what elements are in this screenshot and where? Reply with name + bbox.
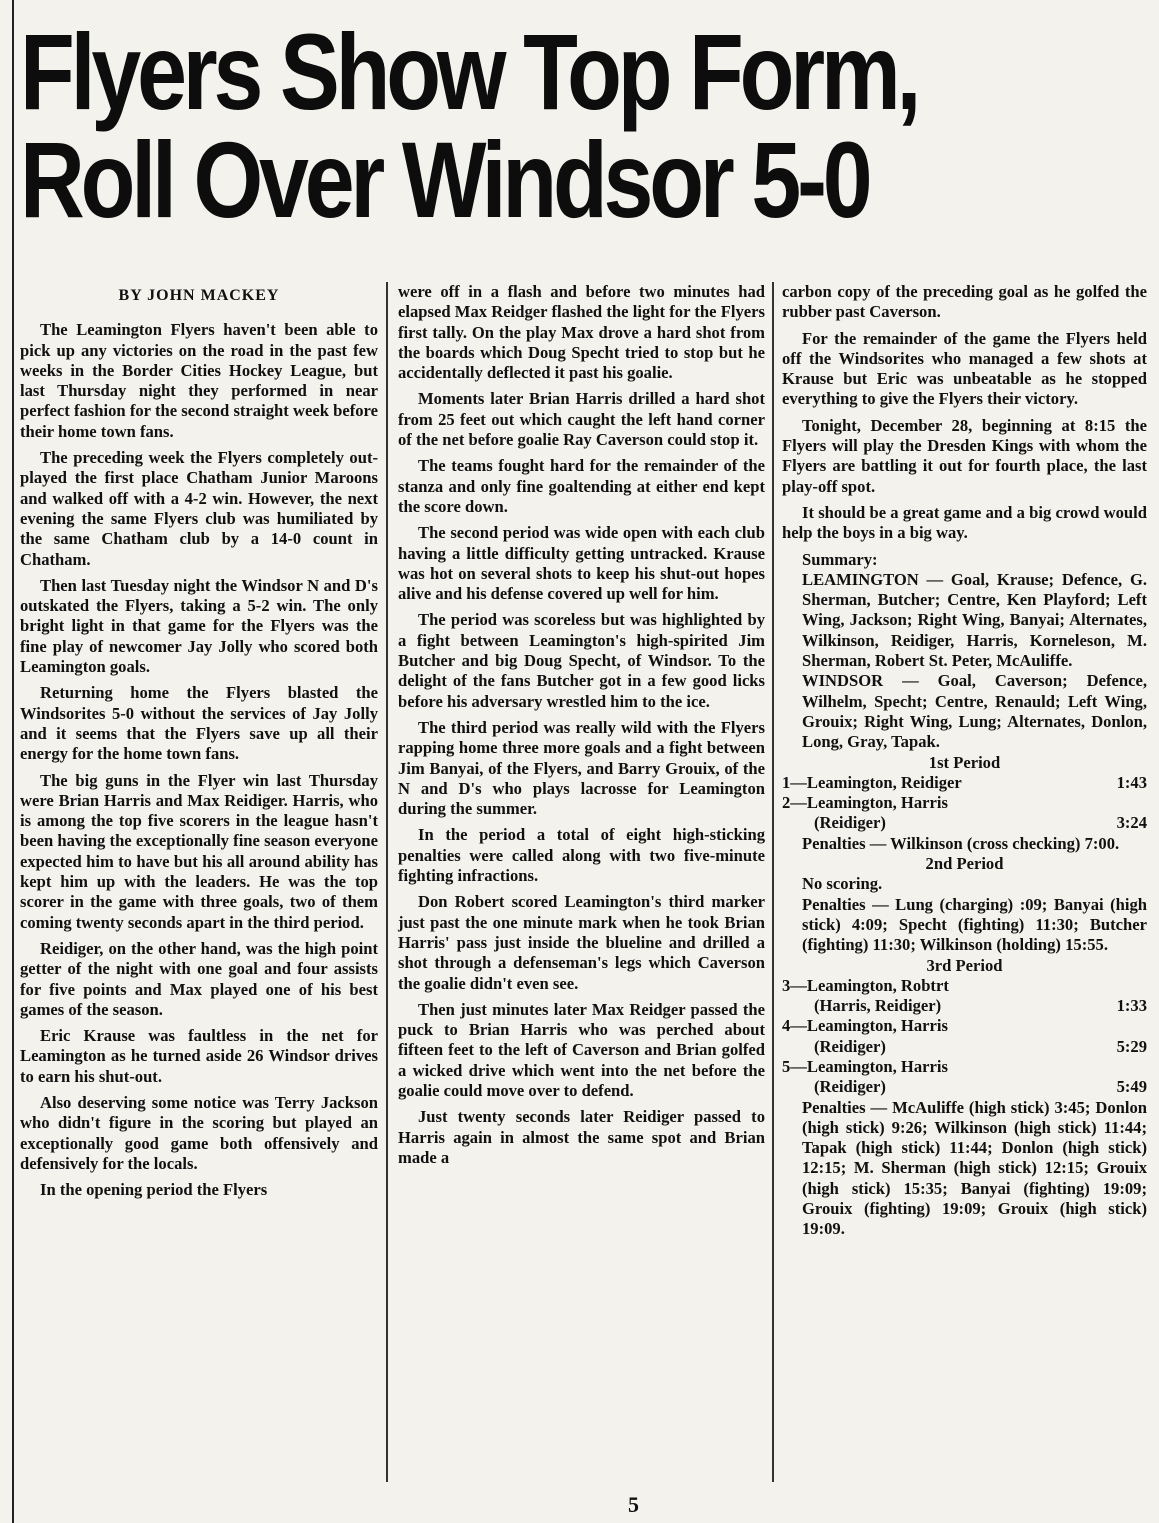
- goal-assist: (Harris, Reidiger): [814, 996, 942, 1016]
- paragraph: In the period a total of eight high-sticking penalties were called along with two five-minute fighting infractions.: [398, 825, 765, 886]
- goal-line: [782, 996, 1147, 1016]
- paragraph: Don Robert scored Leamington's third marker just past the one minute mark when he took Brian Harris' pass just inside the blueline and drilled a shot through a defenseman's legs which Caverson the goalie didn't even see.: [398, 892, 765, 993]
- paragraph: The big guns in the Flyer win last Thursday were Brian Harris and Max Reidiger. Harris, who is among the top five scorers in the league hasn't been having the exceptionally fine season everyone expected him to have but his all around ability has kept him up with the leaders. He was the top scorer in the game with three goals, two of them coming twenty seconds apart in the third period.: [20, 770, 378, 932]
- goal-line: [782, 773, 1147, 793]
- paragraph: In the opening period the Flyers: [40, 1180, 268, 1200]
- column-rule-2: [772, 282, 774, 1482]
- paragraph: The teams fought hard for the remainder of the stanza and only fine goaltending at either end kept the score down.: [398, 456, 765, 516]
- paragraph: Then last Tuesday night the Windsor N and D's outskated the Flyers, taking a 5-2 win. The only bright light in that game for the Flyers was the fine play of newcomer Jay Jolly who scored both Leamington goals.: [20, 575, 378, 677]
- goal-assist: (Reidiger): [814, 1036, 886, 1056]
- goal-assist: (Reidiger): [814, 813, 886, 833]
- paragraph: Moments later Brian Harris drilled a hard shot from 25 feet out which caught the left hand corner of the net before goalie Ray Caverson could stop it.: [398, 389, 765, 450]
- penalties: Penalties — Lung (charging) :09; Banyai (high stick) 4:09; Specht (fighting) 11:30; Butcher (fighting) 11:30; Wilkinson (holding) 15:55.: [802, 894, 1147, 955]
- goal-assist: (Reidiger): [814, 1077, 886, 1097]
- goal-time: 1:33: [1116, 996, 1147, 1016]
- goal-time: 5:49: [1116, 1077, 1147, 1097]
- paragraph: Returning home the Flyers blasted the Windsorites 5-0 without the services of Jay Jolly and it seems that the Flyers save up all their energy for the home town fans.: [20, 683, 378, 764]
- goal-text: 4—Leamington, Harris: [782, 1016, 948, 1036]
- column-2: [398, 282, 765, 1174]
- article-body: [20, 282, 1150, 1512]
- penalties: Penalties — Wilkinson (cross checking) 7:00.: [802, 833, 1120, 853]
- paragraph: The third period was really wild with the Flyers rapping home three more goals and a fight between Jim Banyai, of the Flyers, and Barry Grouix, of the N and D's who plays lacrosse for Leamington during the summer.: [398, 717, 765, 819]
- paragraph: Tonight, December 28, beginning at 8:15 the Flyers will play the Dresden Kings with whom the Flyers are battling it out for fourth place, the last play-off spot.: [782, 415, 1147, 496]
- goal-line: [782, 1037, 1147, 1057]
- column-rule-1: [386, 282, 388, 1482]
- paragraph: Also deserving some notice was Terry Jackson who didn't figure in the scoring but played an exceptionally good game both offensively and defensively for the locals.: [20, 1092, 378, 1173]
- period-heading: 3rd Period: [926, 955, 1003, 975]
- paragraph: The second period was wide open with each club having a little difficulty getting untracked. Krause was hot on several shots to keep his shut-out hopes alive and his defense covered up well for him.: [398, 523, 765, 604]
- page-number: 5: [628, 1492, 639, 1517]
- byline: BY JOHN MACKEY: [118, 287, 280, 304]
- headline: [20, 11, 933, 240]
- penalties: Penalties — McAuliffe (high stick) 3:45; Donlon (high stick) 9:26; Wilkinson (high stick) 11:44; Tapak (high stick) 11:44; Donlon (high stick) 12:15; M. Sherman (high stick) 12:15; Grouix (high stick) 15:35; Banyai (fighting) 19:09; Grouix (fighting) 19:09; Grouix (high stick) 19:09.: [802, 1097, 1147, 1239]
- summary-windsor: WINDSOR — Goal, Caverson; Defence, Wilhelm, Specht; Centre, Renauld; Left Wing, Grouix; Right Wing, Lung; Alternates, Donlon, Long, Gray, Tapak.: [802, 671, 1147, 752]
- paragraph: Then just minutes later Max Reidger passed the puck to Brian Harris who was perched about fifteen feet to the left of Caverson and Brian golfed a wicked drive which went into the net before the goalie could move over to defend.: [398, 999, 765, 1100]
- goal-text: 1—Leamington, Reidiger: [782, 772, 962, 792]
- paragraph: Eric Krause was faultless in the net for Leamington as he turned aside 26 Windsor drives to earn his shut-out.: [20, 1026, 378, 1086]
- goal-line: [782, 1077, 1147, 1097]
- summary-label: Summary:: [802, 549, 878, 569]
- paragraph: Reidiger, on the other hand, was the high point getter of the night with one goal and four assists for five points and Max played one of his best games of the season.: [20, 938, 378, 1019]
- paragraph: The Leamington Flyers haven't been able to pick up any victories on the road in the past few weeks in the Border Cities Hockey League, but last Thursday night they performed in near perfect fashion for the second straight week before their home town fans.: [20, 320, 378, 441]
- no-scoring: No scoring.: [802, 874, 883, 894]
- goal-time: 5:29: [1116, 1036, 1147, 1056]
- period-heading: 2nd Period: [925, 854, 1004, 874]
- goal-text: 2—Leamington, Harris: [782, 793, 948, 813]
- goal-time: 3:24: [1116, 813, 1147, 833]
- goal-text: 5—Leamington, Harris: [782, 1056, 948, 1076]
- left-column-rule: [12, 0, 14, 1523]
- paragraph: For the remainder of the game the Flyers held off the Windsorites who managed a few shots at Krause but Eric was unbeatable as he stopped everything to give the Flyers their victory.: [782, 328, 1147, 409]
- period-heading: 1st Period: [928, 752, 1001, 772]
- paragraph: The preceding week the Flyers completely out-played the first place Chatham Junior Maroons and walked off with a 4-2 win. However, the next evening the same Flyers club was humiliated by the same Chatham club by a 14-0 count in Chatham.: [20, 448, 378, 569]
- goal-line: [782, 813, 1147, 833]
- goal-time: 1:43: [1116, 772, 1147, 792]
- headline-line-1: Flyers Show Top Form,: [20, 11, 918, 132]
- paragraph: It should be a great game and a big crowd would help the boys in a big way.: [782, 502, 1147, 543]
- paragraph-continued: carbon copy of the preceding goal as he golfed the rubber past Caverson.: [782, 282, 1147, 322]
- column-1: [20, 282, 378, 1206]
- paragraph: Just twenty seconds later Reidiger passed to Harris again in almost the same spot and Brian made a: [398, 1107, 765, 1167]
- summary-leamington: LEAMINGTON — Goal, Krause; Defence, G. Sherman, Butcher; Centre, Ken Playford; Left Wing, Jackson; Right Wing, Banyai; Alternates, Wilkinson, Reidiger, Harris, Korneleson, M. Sherman, Robert St. Peter, McAuliffe.: [802, 569, 1147, 671]
- paragraph: The period was scoreless but was highlighted by a fight between Leamington's high-spirited Jim Butcher and big Doug Specht, of Windsor. To the delight of the fans Butcher got in a few good licks before his adversary wrestled him to the ice.: [398, 610, 765, 711]
- headline-line-2: Roll Over Windsor 5-0: [20, 119, 869, 240]
- goal-text: 3—Leamington, Robtrt: [782, 975, 949, 995]
- column-3: [782, 282, 1147, 1240]
- paragraph-continued: were off in a flash and before two minutes had elapsed Max Reidger flashed the light for the Flyers first tally. On the play Max drove a hard shot from the boards which Doug Specht tried to stop but he accidentally deflected it past his goalie.: [398, 282, 765, 383]
